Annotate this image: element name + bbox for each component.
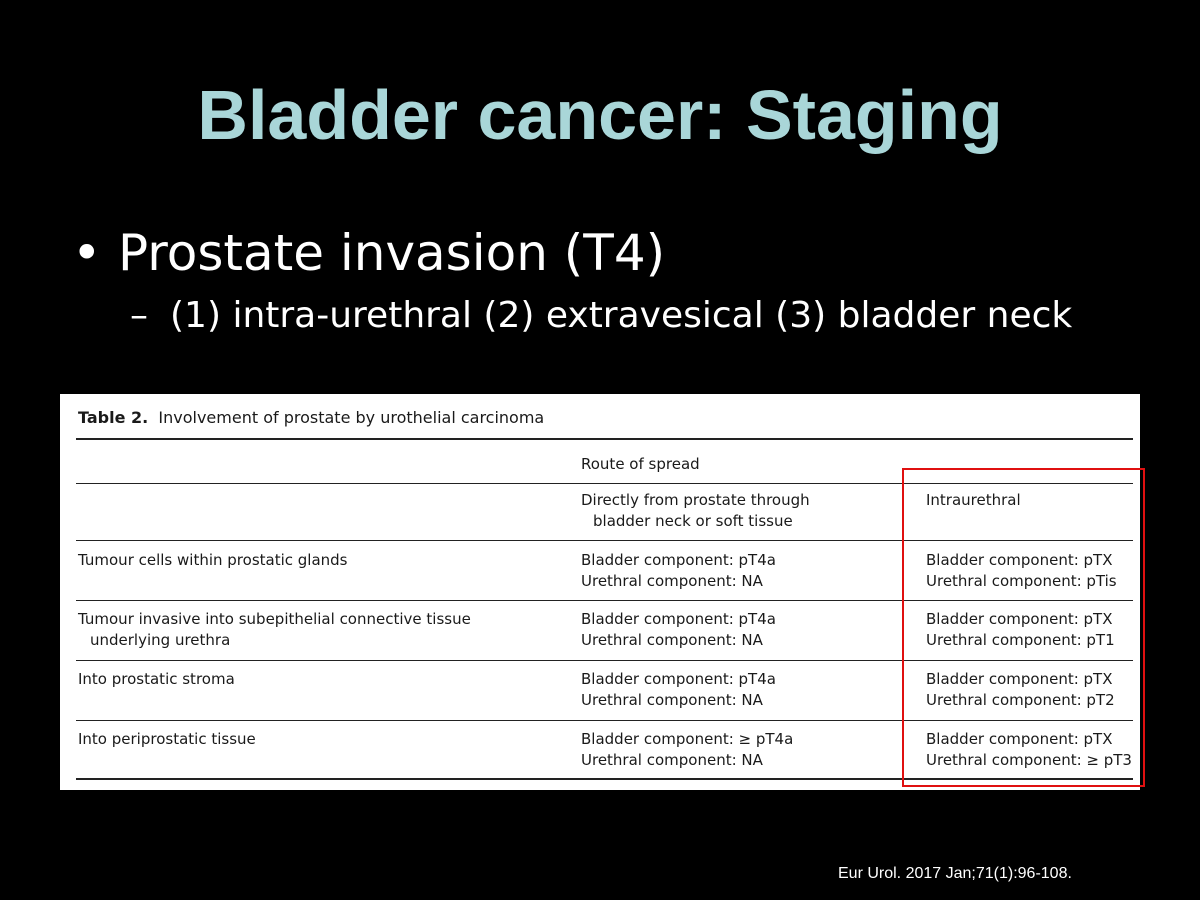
- direct-bladder-value: Bladder component: pT4a: [581, 610, 776, 628]
- bullet-item: [72, 222, 665, 284]
- table-row-label: Into prostatic stroma: [78, 670, 235, 688]
- intra-urethral-value: Urethral component: pTis: [926, 572, 1117, 590]
- sub-bullet-text: (1) intra-urethral (2) extravesical (3) bladder neck: [170, 295, 1073, 336]
- direct-urethral-value: Urethral component: NA: [581, 691, 763, 709]
- direct-urethral-value: Urethral component: NA: [581, 751, 763, 769]
- slide-title: Bladder cancer: Staging: [197, 76, 1003, 154]
- column-header-direct-line1: Directly from prostate through: [581, 491, 810, 509]
- table-row-label: Into periprostatic tissue: [78, 730, 256, 748]
- route-of-spread-header: Route of spread: [581, 455, 700, 473]
- direct-bladder-value: Bladder component: pT4a: [581, 670, 776, 688]
- intra-bladder-value: Bladder component: pTX: [926, 551, 1113, 569]
- intra-bladder-value: Bladder component: pTX: [926, 730, 1113, 748]
- direct-bladder-value: Bladder component: pT4a: [581, 551, 776, 569]
- row-label-line1: Tumour invasive into subepithelial connective tissue: [78, 610, 471, 628]
- bullet-text: Prostate invasion (T4): [118, 224, 666, 282]
- intra-urethral-value: Urethral component: pT2: [926, 691, 1115, 709]
- direct-urethral-value: Urethral component: NA: [581, 572, 763, 590]
- table-caption: [78, 408, 544, 428]
- intra-urethral-value: Urethral component: ≥ pT3: [926, 751, 1132, 769]
- table-cell-direct: [581, 550, 776, 592]
- table-top-rule: [76, 438, 1133, 440]
- intra-urethral-value: Urethral component: pT1: [926, 631, 1115, 649]
- intra-bladder-value: Bladder component: pTX: [926, 610, 1113, 628]
- direct-bladder-value: Bladder component: ≥ pT4a: [581, 730, 794, 748]
- column-header-direct-line2: bladder neck or soft tissue: [593, 512, 793, 530]
- sub-bullet-item: [130, 293, 1072, 339]
- direct-urethral-value: Urethral component: NA: [581, 631, 763, 649]
- sub-bullet-marker: –: [130, 295, 148, 336]
- table-cell-direct: [581, 669, 776, 711]
- row-label-line2: underlying urethra: [90, 631, 231, 649]
- intra-bladder-value: Bladder component: pTX: [926, 670, 1113, 688]
- column-header-intraurethral: Intraurethral: [926, 491, 1021, 509]
- column-header-direct: [581, 490, 810, 532]
- table-row-label: Tumour cells within prostatic glands: [78, 551, 348, 569]
- table-cell-direct: [581, 609, 776, 651]
- table-caption-label: Table 2.: [78, 408, 149, 427]
- table-row-label: [78, 609, 471, 651]
- table-caption-text: Involvement of prostate by urothelial carcinoma: [158, 408, 545, 427]
- table-cell-direct: [581, 729, 793, 771]
- bullet-marker: •: [72, 224, 102, 282]
- intraurethral-highlight-box: [902, 468, 1145, 787]
- citation: Eur Urol. 2017 Jan;71(1):96-108.: [838, 865, 1072, 882]
